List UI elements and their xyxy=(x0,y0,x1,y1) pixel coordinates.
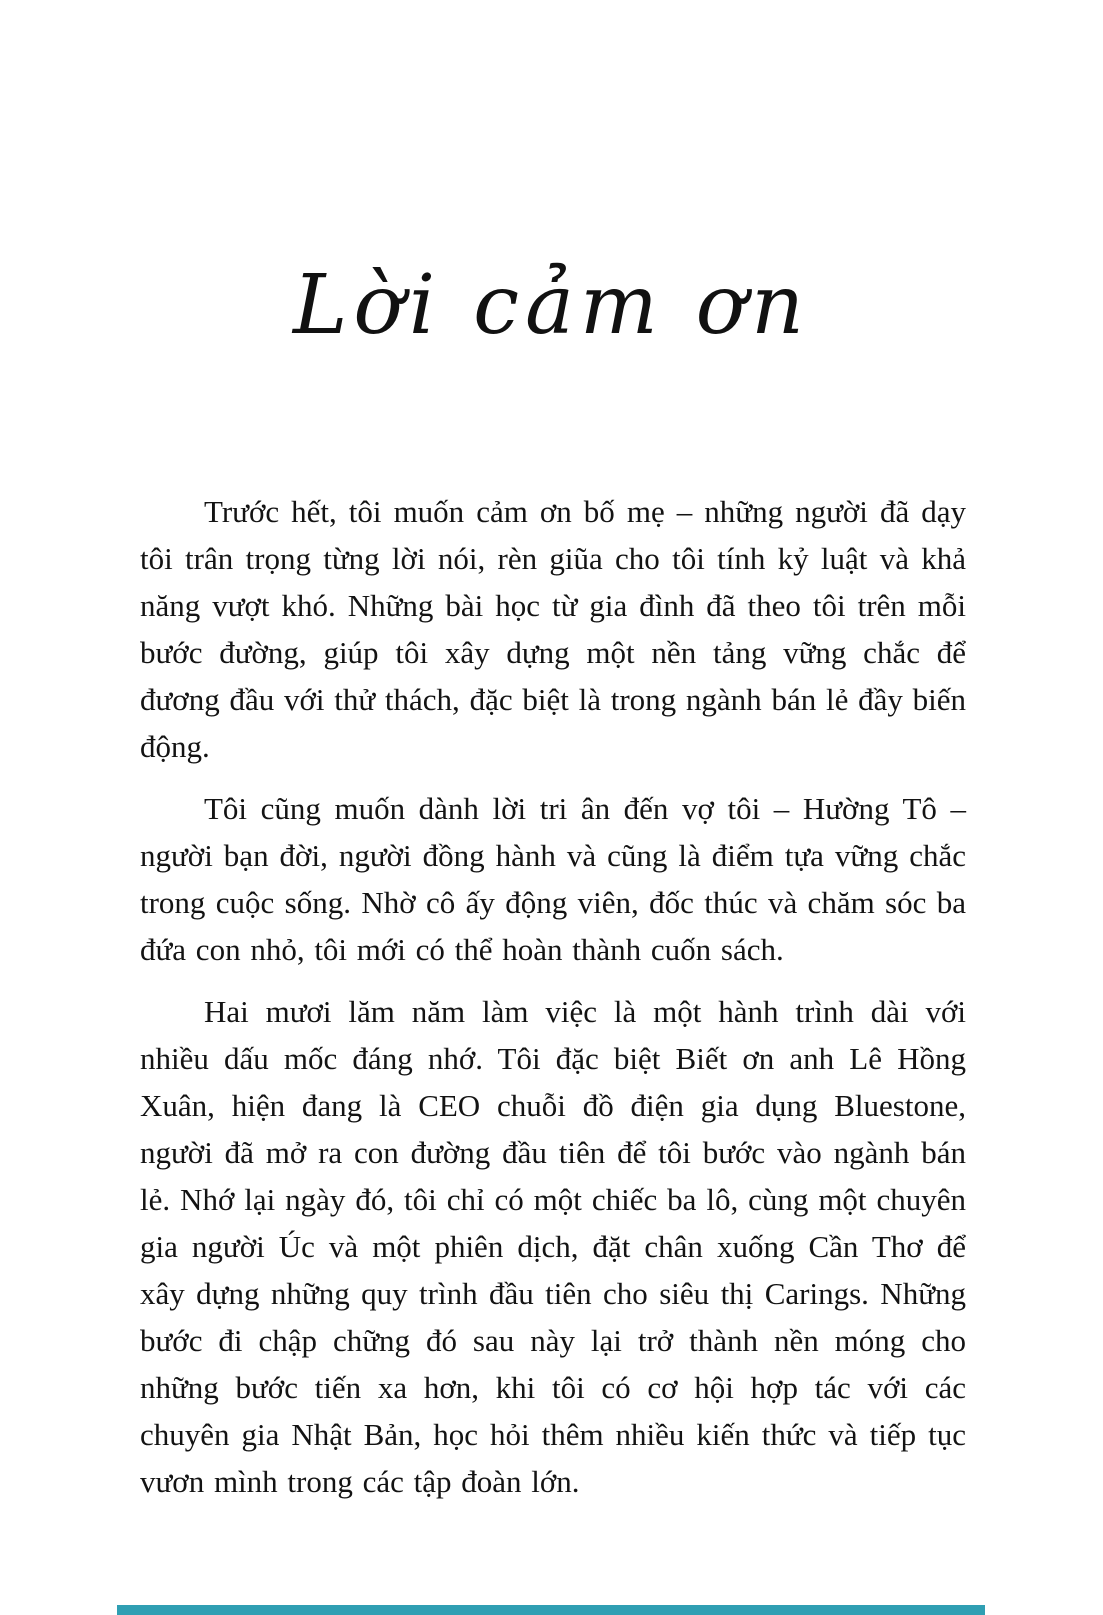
body-paragraph: Tôi cũng muốn dành lời tri ân đến vợ tôi – Hường Tô – người bạn đời, người đồng hành và cũng là điểm tựa vững chắc trong cuộc sống. Nhờ cô ấy động viên, đốc thúc và chăm sóc ba đứa con nhỏ, tôi mới có thể hoàn thành cuốn sách. xyxy=(140,791,966,967)
body-paragraph: Hai mươi lăm năm làm việc là một hành trình dài với nhiều dấu mốc đáng nhớ. Tôi đặc biệt Biết ơn anh Lê Hồng Xuân, hiện đang là CEO chuỗi đồ điện gia dụng Bluestone, người đã mở ra con đường đầu tiên để tôi bước vào ngành bán lẻ. Nhớ lại ngày đó, tôi chỉ có một chiếc ba lô, cùng một chuyên gia người Úc và một phiên dịch, đặt chân xuống Cần Thơ để xây dựng những quy trình đầu tiên cho siêu thị Carings. Những bước đi chập chững đó sau này lại trở thành nền móng cho những bước tiến xa hơn, khi tôi có cơ hội hợp tác với các chuyên gia Nhật Bản, học hỏi thêm nhiều kiến thức và tiếp tục vươn mình trong các tập đoàn lớn. xyxy=(140,994,966,1499)
chapter-title: Lời cảm ơn xyxy=(293,258,810,353)
page-content xyxy=(140,488,966,1520)
footer-accent-bar xyxy=(117,1605,985,1615)
body-paragraph: Trước hết, tôi muốn cảm ơn bố mẹ – những người đã dạy tôi trân trọng từng lời nói, rèn giũa cho tôi tính kỷ luật và khả năng vượt khó. Những bài học từ gia đình đã theo tôi trên mỗi bước đường, giúp tôi xây dựng một nền tảng vững chắc để đương đầu với thử thách, đặc biệt là trong ngành bán lẻ đầy biến động. xyxy=(140,494,966,764)
